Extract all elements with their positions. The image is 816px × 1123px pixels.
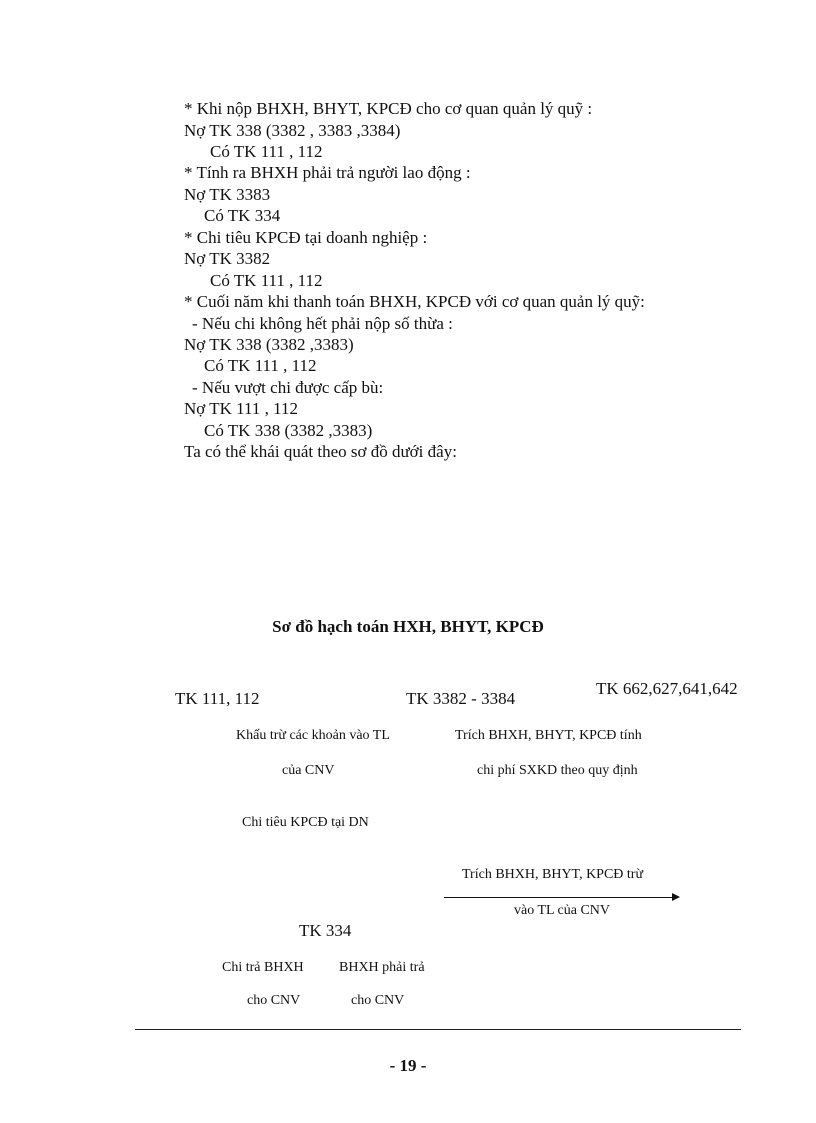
- text-line: Nợ TK 111 , 112: [184, 399, 298, 418]
- text-line: Có TK 334: [204, 206, 281, 225]
- label-khau-tru-cnv: của CNV: [282, 763, 335, 778]
- text-line: Có TK 111 , 112: [204, 356, 317, 375]
- label-vao-tl-cnv: vào TL của CNV: [514, 903, 611, 918]
- text-line: Nợ TK 3383: [184, 185, 271, 204]
- text-line: * Tính ra BHXH phải trả người lao động :: [184, 163, 471, 182]
- text-line: * Cuối năm khi thanh toán BHXH, KPCĐ với cơ quan quản lý quỹ:: [184, 292, 645, 311]
- account-tk111: TK 111, 112: [175, 689, 260, 708]
- label-trich-tru-tl: Trích BHXH, BHYT, KPCĐ trừ: [462, 867, 644, 882]
- label-phai-tra-cnv: cho CNV: [351, 993, 405, 1008]
- text-line: - Nếu vượt chi được cấp bù:: [192, 378, 384, 397]
- label-chi-tra-cnv: cho CNV: [247, 993, 301, 1008]
- text-line: Có TK 338 (3382 ,3383): [204, 421, 373, 440]
- label-khau-tru: Khấu trừ các khoản vào TL: [236, 728, 390, 743]
- label-trich-chi-phi: Trích BHXH, BHYT, KPCĐ tính: [455, 728, 642, 743]
- label-chi-tieu-kpcd: Chi tiêu KPCĐ tại DN: [242, 815, 369, 830]
- arrow-head-icon: [672, 893, 680, 901]
- account-tk334: TK 334: [299, 921, 352, 940]
- account-tk3382: TK 3382 - 3384: [406, 689, 516, 708]
- text-line: * Chi tiêu KPCĐ tại doanh nghiệp :: [184, 228, 428, 247]
- page-number: - 19 -: [389, 1056, 427, 1075]
- text-line: Ta có thể khái quát theo sơ đồ dưới đây:: [184, 442, 457, 461]
- label-chi-tra-bhxh: Chi trả BHXH: [222, 960, 304, 975]
- text-line: Có TK 111 , 112: [210, 142, 323, 161]
- text-line: - Nếu chi không hết phải nộp số thừa :: [192, 314, 453, 333]
- text-line: Nợ TK 338 (3382 , 3383 ,3384): [184, 121, 401, 140]
- account-tk662: TK 662,627,641,642: [596, 679, 738, 698]
- label-bhxh-phai-tra: BHXH phải trả: [339, 960, 425, 975]
- text-line: Nợ TK 3382: [184, 249, 271, 268]
- footer-divider: [135, 1029, 741, 1030]
- text-line: Nợ TK 338 (3382 ,3383): [184, 335, 354, 354]
- label-trich-chi-phi-sxkd: chi phí SXKD theo quy định: [477, 763, 638, 778]
- text-line: Có TK 111 , 112: [210, 271, 323, 290]
- flow-arrow: [444, 897, 674, 898]
- diagram-title: Sơ đồ hạch toán HXH, BHYT, KPCĐ: [272, 617, 544, 636]
- text-line: * Khi nộp BHXH, BHYT, KPCĐ cho cơ quan quản lý quỹ :: [184, 99, 593, 118]
